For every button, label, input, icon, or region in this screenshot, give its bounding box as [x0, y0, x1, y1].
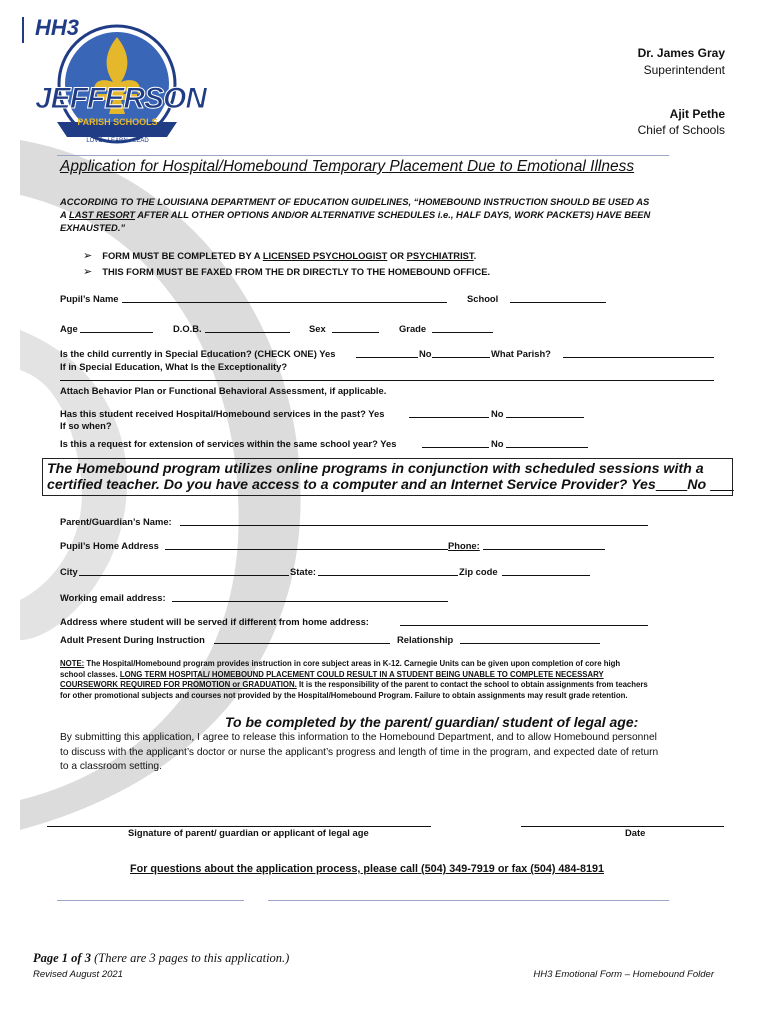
pupil-name-field[interactable] [122, 302, 447, 303]
alt-address-label: Address where student will be served if different from home address: [60, 616, 369, 627]
intro-line-1: ACCORDING TO THE LOUISIANA DEPARTMENT OF EDUCATION GUIDELINES, “HOMEBOUND INSTRUCTION SHOULD BE USED AS [60, 196, 650, 207]
guardian-label: Parent/Guardian’s Name: [60, 516, 172, 527]
footer-form-name: HH3 Emotional Form – Homebound Folder [533, 969, 714, 980]
alt-address-field[interactable] [400, 625, 648, 626]
note-paragraph: NOTE: The Hospital/Homebound program provides instruction in core subject areas in K-12. Carnegie Units can be given upon completion of core high school classes. LONG TERM HOSPITAL/ HOMEBOUND PLACEMENT COULD RESULT IN A STUDENT BEING UNABLE TO COMPLETE NECESSARY COURSEWORK REQUIRED FOR PROMOTION or GRADUATION. It is the responsibility of the parent to contact the school to obtain assignments from teachers for other promotional subjects and courses not provided by the Hospital/Homebound Program. Failure to obtain assignments may result grade retention. [60, 659, 648, 701]
arrow-bullet-icon: ➢ [83, 266, 93, 278]
header-rule [57, 155, 669, 156]
special-ed-no-label: No [419, 348, 432, 359]
extension-yes-field[interactable] [422, 447, 489, 448]
grade-label: Grade [399, 323, 427, 334]
online-line-2: certified teacher. Do you have access to a computer and an Internet Service Provider? Yes No [47, 477, 734, 493]
chief-title: Chief of Schools [637, 123, 725, 137]
age-label: Age [60, 323, 78, 334]
special-ed-question: Is the child currently in Special Education? (CHECK ONE) Yes [60, 348, 336, 359]
phone-field[interactable] [483, 549, 605, 550]
zip-label: Zip code [459, 566, 498, 577]
district-logo [35, 22, 207, 152]
city-label: City [60, 566, 78, 577]
bullet-1: ➢ FORM MUST BE COMPLETED BY A LICENSED PSYCHOLOGIST OR PSYCHIATRIST. [83, 250, 477, 262]
special-ed-yes-field[interactable] [356, 357, 418, 358]
revised-date: Revised August 2021 [33, 969, 123, 980]
email-field[interactable] [172, 601, 448, 602]
sex-field[interactable] [332, 332, 379, 333]
page-indicator: Page 1 of 3 (There are 3 pages to this application.) [33, 951, 290, 965]
consent-text: By submitting this application, I agree to release this information to the Homebound Department, and to allow Homebound personnel to discuss with the applicant’s doctor or nurse the applicant’s progress and length of time in the program, and expected date of return to a classroom setting. [60, 732, 659, 772]
online-line-1: The Homebound program utilizes online programs in conjunction with scheduled sessions with a [47, 461, 704, 477]
what-parish-field[interactable] [563, 357, 714, 358]
exceptionality-label: If in Special Education, What Is the Exceptionality? [60, 361, 288, 372]
arrow-bullet-icon: ➢ [83, 250, 93, 262]
home-address-field[interactable] [165, 549, 448, 550]
state-label: State: [290, 566, 317, 577]
special-ed-no-field[interactable] [432, 357, 490, 358]
logo-motto: LOVE · LEARN · LEAD [86, 138, 149, 144]
footer-rule-left [57, 900, 244, 901]
phone-label: Phone: [448, 540, 480, 551]
relationship-label: Relationship [397, 634, 454, 645]
exceptionality-field[interactable] [60, 380, 714, 381]
date-label: Date [625, 827, 646, 838]
sex-label: Sex [309, 323, 326, 334]
online-no-field[interactable] [710, 477, 734, 493]
form-code-bar [22, 17, 24, 43]
dob-label: D.O.B. [173, 323, 202, 334]
logo-name: JEFFERSON [35, 82, 207, 115]
prior-services-no-label: No [491, 408, 504, 419]
contact-info: For questions about the application process, please call (504) 349-7919 or fax (504) 484-8191 [130, 863, 605, 875]
city-field[interactable] [79, 575, 289, 576]
online-yes-field[interactable] [656, 477, 688, 493]
what-parish-label: What Parish? [491, 348, 551, 359]
school-field[interactable] [510, 302, 606, 303]
extension-question: Is this a request for extension of services within the same school year? Yes [60, 438, 397, 449]
extension-no-label: No [491, 438, 504, 449]
adult-present-field[interactable] [214, 643, 390, 644]
prior-services-yes-field[interactable] [409, 417, 489, 418]
school-label: School [467, 293, 499, 304]
superintendent-title: Superintendent [643, 63, 725, 77]
prior-services-no-field[interactable] [506, 417, 584, 418]
home-address-label: Pupil’s Home Address [60, 540, 159, 551]
prior-services-question: Has this student received Hospital/Homebound services in the past? Yes [60, 408, 385, 419]
footer-rule-right [268, 900, 669, 901]
date-field[interactable] [521, 826, 724, 827]
pupil-name-label: Pupil’s Name [60, 293, 119, 304]
extension-no-field[interactable] [506, 447, 588, 448]
intro-line-2: A LAST RESORT AFTER ALL OTHER OPTIONS AND/OR ALTERNATIVE SCHEDULES i.e., HALF DAYS, WORK PACKETS) HAVE BEEN [60, 209, 651, 220]
state-field[interactable] [318, 575, 458, 576]
consent-heading: To be completed by the parent/ guardian/ student of legal age: [225, 714, 639, 730]
superintendent-name: Dr. James Gray [637, 46, 725, 60]
signature-label: Signature of parent/ guardian or applicant of legal age [128, 827, 369, 838]
attach-behavior-note: Attach Behavior Plan or Functional Behavioral Assessment, if applicable. [60, 385, 387, 396]
zip-field[interactable] [502, 575, 590, 576]
relationship-field[interactable] [460, 643, 600, 644]
email-label: Working email address: [60, 592, 166, 603]
dob-field[interactable] [205, 332, 290, 333]
age-field[interactable] [80, 332, 153, 333]
intro-line-3: EXHAUSTED.” [60, 222, 126, 233]
form-title: Application for Hospital/Homebound Temporary Placement Due to Emotional Illness [60, 158, 635, 175]
grade-field[interactable] [432, 332, 493, 333]
adult-present-label: Adult Present During Instruction [60, 634, 205, 645]
chief-name: Ajit Pethe [669, 107, 725, 121]
bullet-2: ➢ THIS FORM MUST BE FAXED FROM THE DR DIRECTLY TO THE HOMEBOUND OFFICE. [83, 266, 491, 278]
if-so-when-label: If so when? [60, 420, 112, 431]
guardian-field[interactable] [180, 525, 648, 526]
logo-sub: PARISH SCHOOLS [77, 117, 158, 127]
form-code: HH3 [35, 15, 80, 40]
